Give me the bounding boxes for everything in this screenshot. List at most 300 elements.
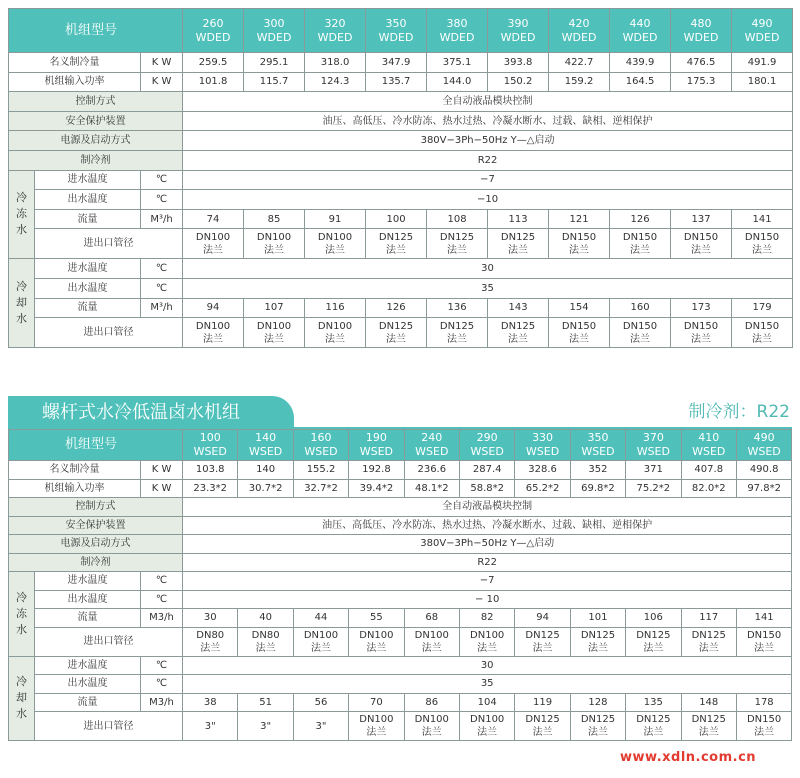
cooling-water-side-char: 却 — [16, 691, 27, 705]
model-header-cell — [366, 9, 427, 53]
model-code: 370 — [642, 431, 664, 444]
cooling-water-pipe-value — [671, 318, 732, 348]
pipe-line: 法兰 — [508, 244, 529, 256]
chilled-water-side-char: 冻 — [16, 606, 27, 620]
chilled-water-in-temp-value: −7 — [183, 170, 793, 190]
chilled-water-flow-label: 流量 — [35, 209, 141, 229]
chilled-water-flow-value: 82 — [459, 609, 514, 628]
capacity-unit: K W — [141, 461, 183, 480]
pipe-line: DN100 — [414, 714, 449, 725]
model-header-cell — [570, 430, 625, 461]
model-code: 480 — [690, 16, 712, 30]
chilled-water-pipe-value — [732, 229, 793, 259]
model-header-cell — [671, 9, 732, 53]
chilled-water-pipe-value — [681, 627, 736, 656]
chilled-water-flow-value: 117 — [681, 609, 736, 628]
cooling-water-pipe-value — [183, 318, 244, 348]
chilled-water-flow-value: 126 — [610, 209, 671, 229]
pipe-line: 法兰 — [569, 333, 590, 345]
capacity-value: 393.8 — [488, 53, 549, 73]
model-code: 320 — [324, 16, 346, 30]
pipe-line: DN125 — [439, 320, 475, 332]
capacity-value: 259.5 — [183, 53, 244, 73]
model-code: WSED — [415, 445, 449, 458]
model-code: 140 — [255, 431, 277, 444]
capacity-value: 287.4 — [459, 461, 514, 480]
safety-label: 安全保护装置 — [9, 516, 183, 535]
cooling-water-out-temp-unit: ℃ — [141, 675, 183, 694]
cooling-water-pipe-value — [459, 712, 514, 741]
pipe-line: 法兰 — [325, 333, 346, 345]
model-header-cell — [183, 9, 244, 53]
model-code: WDED — [622, 30, 658, 44]
cooling-water-flow-value: 38 — [183, 693, 238, 712]
model-code: WDED — [378, 30, 414, 44]
model-code: WDED — [195, 30, 231, 44]
chilled-water-flow-value: 44 — [293, 609, 348, 628]
control-label: 控制方式 — [9, 498, 183, 517]
power-value: 30.7*2 — [238, 479, 293, 498]
capacity-value: 295.1 — [244, 53, 305, 73]
pipe-line: 法兰 — [255, 642, 276, 654]
chilled-water-pipe-value — [671, 229, 732, 259]
cooling-water-pipe-value — [183, 712, 238, 741]
power-value: 135.7 — [366, 72, 427, 92]
cooling-water-flow-unit: M³/h — [141, 298, 183, 318]
power-value: 23.3*2 — [183, 479, 238, 498]
model-code: 410 — [698, 431, 720, 444]
cooling-water-side-char: 冷 — [16, 280, 27, 294]
model-header-cell — [515, 430, 570, 461]
model-code: 300 — [263, 16, 285, 30]
chilled-water-flow-value: 106 — [626, 609, 681, 628]
pipe-line: 法兰 — [264, 244, 285, 256]
cooling-water-pipe-value — [427, 318, 488, 348]
chilled-water-in-temp-label: 进水温度 — [35, 572, 141, 591]
cooling-water-out-temp-value: 35 — [183, 675, 792, 694]
pipe-line: DN100 — [256, 320, 292, 332]
pipe-line: DN125 — [636, 714, 671, 725]
cooling-water-in-temp-label: 进水温度 — [35, 259, 141, 279]
control-value: 全自动液晶模块控制 — [183, 92, 793, 112]
model-header-cell — [626, 430, 681, 461]
capacity-value: 236.6 — [404, 461, 459, 480]
cooling-water-side-char: 水 — [16, 312, 27, 326]
chilled-water-pipe-value — [515, 627, 570, 656]
pipe-line: 法兰 — [754, 642, 775, 654]
cooling-water-flow-value: 178 — [736, 693, 791, 712]
chilled-water-side-label — [9, 170, 35, 259]
chilled-water-pipe-value — [349, 627, 404, 656]
pipe-line: 法兰 — [508, 333, 529, 345]
pipe-line: DN100 — [256, 231, 292, 243]
chilled-water-pipe-label: 进出口管径 — [35, 229, 183, 259]
cooling-water-pipe-value — [681, 712, 736, 741]
chilled-water-flow-value: 108 — [427, 209, 488, 229]
cooling-water-flow-value: 154 — [549, 298, 610, 318]
power-supply-label: 电源及启动方式 — [9, 535, 183, 554]
chilled-water-out-temp-unit: ℃ — [141, 590, 183, 609]
model-code: 260 — [202, 16, 224, 30]
model-code: WSED — [359, 445, 394, 458]
power-value: 101.8 — [183, 72, 244, 92]
chilled-water-flow-value: 91 — [305, 209, 366, 229]
pipe-line: DN125 — [691, 714, 726, 725]
chilled-water-pipe-value — [183, 627, 238, 656]
chilled-water-pipe-value — [549, 229, 610, 259]
capacity-value: 347.9 — [366, 53, 427, 73]
pipe-line: 法兰 — [698, 727, 719, 738]
chilled-water-out-temp-unit: ℃ — [141, 190, 183, 210]
chilled-water-pipe-value — [736, 627, 791, 656]
pipe-line: 法兰 — [643, 642, 664, 654]
control-label: 控制方式 — [9, 92, 183, 112]
cooling-water-flow-value: 119 — [515, 693, 570, 712]
model-header-cell — [293, 430, 348, 461]
safety-value: 油压、高低压、冷水防冻、热水过热、冷凝水断水、过载、缺相、逆相保护 — [183, 516, 792, 535]
model-code: 390 — [507, 16, 529, 30]
pipe-line: 法兰 — [203, 244, 224, 256]
pipe-line: DN150 — [683, 231, 719, 243]
pipe-line: 法兰 — [587, 642, 608, 654]
section-title-banner — [8, 396, 294, 430]
chilled-water-flow-value: 30 — [183, 609, 238, 628]
pipe-line: DN100 — [303, 629, 339, 641]
cooling-water-flow-value: 94 — [183, 298, 244, 318]
chilled-water-flow-value: 40 — [238, 609, 293, 628]
cooling-water-out-temp-value: 35 — [183, 278, 793, 298]
chilled-water-out-temp-label: 出水温度 — [35, 190, 141, 210]
power-value: 150.2 — [488, 72, 549, 92]
chilled-water-flow-value: 141 — [732, 209, 793, 229]
cooling-water-pipe-value — [626, 712, 681, 741]
model-code: WSED — [692, 445, 726, 458]
chilled-water-out-temp-value: −10 — [183, 190, 793, 210]
cooling-water-side-label — [9, 656, 35, 741]
control-value: 全自动液晶模块控制 — [183, 498, 792, 517]
cooling-water-pipe-value — [570, 712, 625, 741]
chilled-water-flow-label: 流量 — [35, 609, 141, 628]
model-code: WSED — [193, 445, 227, 458]
pipe-line: 法兰 — [643, 727, 664, 738]
spec-table-wsed — [8, 429, 792, 741]
refrigerant-label: 制冷剂 — [9, 150, 183, 170]
chilled-water-pipe-value — [626, 627, 681, 656]
capacity-value: 422.7 — [549, 53, 610, 73]
model-header-cell — [238, 430, 293, 461]
pipe-line: 法兰 — [311, 642, 331, 654]
model-code: 350 — [385, 16, 407, 30]
cooling-water-in-temp-label: 进水温度 — [35, 656, 141, 675]
cooling-water-flow-value: 86 — [404, 693, 459, 712]
capacity-value: 318.0 — [305, 53, 366, 73]
capacity-value: 439.9 — [610, 53, 671, 73]
power-value: 97.8*2 — [736, 479, 791, 498]
model-header-label: 机组型号 — [9, 9, 183, 53]
pipe-line: DN125 — [636, 629, 671, 641]
pipe-line: 法兰 — [325, 244, 346, 256]
power-supply-value: 380V−3Ph−50Hz Y—△启动 — [183, 535, 792, 554]
model-code: WDED — [256, 30, 292, 44]
cooling-water-pipe-value — [366, 318, 427, 348]
chilled-water-flow-value: 101 — [570, 609, 625, 628]
chilled-water-flow-value: 94 — [515, 609, 570, 628]
pipe-line: 法兰 — [366, 642, 387, 654]
chilled-water-pipe-value — [238, 627, 293, 656]
chilled-water-pipe-value — [459, 627, 514, 656]
cooling-water-pipe-value — [549, 318, 610, 348]
model-code: WDED — [744, 30, 780, 44]
capacity-value: 476.5 — [671, 53, 732, 73]
power-unit: K W — [141, 72, 183, 92]
spec-table-wded — [8, 8, 793, 348]
model-code: 490 — [753, 431, 775, 444]
capacity-value: 407.8 — [681, 461, 736, 480]
pipe-line: 3" — [204, 720, 216, 732]
cooling-water-flow-value: 107 — [244, 298, 305, 318]
model-code: 330 — [532, 431, 554, 444]
pipe-line: DN125 — [580, 629, 616, 641]
chilled-water-out-temp-value: − 10 — [183, 590, 792, 609]
model-header-cell — [427, 9, 488, 53]
cooling-water-pipe-value — [293, 712, 348, 741]
model-code: 420 — [568, 16, 590, 30]
power-value: 69.8*2 — [570, 479, 625, 498]
model-code: WDED — [317, 30, 353, 44]
model-code: WDED — [500, 30, 536, 44]
chilled-water-in-temp-label: 进水温度 — [35, 170, 141, 190]
pipe-line: 法兰 — [698, 642, 719, 654]
model-header-cell — [488, 9, 549, 53]
pipe-line: DN150 — [561, 320, 597, 332]
power-value: 32.7*2 — [293, 479, 348, 498]
chilled-water-flow-value: 137 — [671, 209, 732, 229]
capacity-label: 名义制冷量 — [9, 53, 141, 73]
pipe-line: DN125 — [439, 231, 475, 243]
safety-value: 油压、高低压、冷水防冻、热水过热、冷凝水断水、过载、缺相、逆相保护 — [183, 111, 793, 131]
model-header-cell — [183, 430, 238, 461]
pipe-line: DN100 — [195, 231, 231, 243]
cooling-water-side-char: 却 — [16, 296, 27, 310]
model-header-cell — [305, 9, 366, 53]
cooling-water-flow-value: 148 — [681, 693, 736, 712]
cooling-water-pipe-value — [732, 318, 793, 348]
chilled-water-flow-value: 68 — [404, 609, 459, 628]
chilled-water-in-temp-unit: ℃ — [141, 572, 183, 591]
pipe-line: DN150 — [683, 320, 719, 332]
capacity-value: 490.8 — [736, 461, 791, 480]
model-code: WSED — [248, 445, 283, 458]
pipe-line: DN100 — [359, 629, 394, 641]
chilled-water-pipe-value — [427, 229, 488, 259]
capacity-value: 155.2 — [293, 461, 348, 480]
pipe-line: DN80 — [196, 629, 225, 641]
chilled-water-in-temp-value: −7 — [183, 572, 792, 591]
chilled-water-side-label — [9, 572, 35, 657]
cooling-water-flow-value: 135 — [626, 693, 681, 712]
cooling-water-flow-label: 流量 — [35, 693, 141, 712]
cooling-water-side-label — [9, 259, 35, 348]
refrigerant-value: R22 — [183, 553, 792, 572]
pipe-line: DN125 — [378, 231, 414, 243]
model-header-cell — [732, 9, 793, 53]
cooling-water-pipe-value — [404, 712, 459, 741]
chilled-water-flow-value: 100 — [366, 209, 427, 229]
refrigerant-value: R22 — [183, 150, 793, 170]
cooling-water-flow-value: 126 — [366, 298, 427, 318]
capacity-unit: K W — [141, 53, 183, 73]
pipe-line: 法兰 — [421, 642, 442, 654]
power-value: 124.3 — [305, 72, 366, 92]
cooling-water-pipe-value — [244, 318, 305, 348]
pipe-line: DN100 — [195, 320, 231, 332]
chilled-water-pipe-value — [366, 229, 427, 259]
chilled-water-pipe-value — [183, 229, 244, 259]
cooling-water-flow-value: 136 — [427, 298, 488, 318]
model-code: WDED — [439, 30, 475, 44]
pipe-line: 法兰 — [447, 333, 468, 345]
pipe-line: DN125 — [580, 714, 616, 725]
cooling-water-pipe-label: 进出口管径 — [35, 712, 183, 741]
model-code: WSED — [525, 445, 560, 458]
cooling-water-in-temp-value: 30 — [183, 259, 793, 279]
power-value: 180.1 — [732, 72, 793, 92]
chilled-water-flow-value: 141 — [736, 609, 791, 628]
power-supply-label: 电源及启动方式 — [9, 131, 183, 151]
cooling-water-pipe-value — [238, 712, 293, 741]
chilled-water-flow-value: 55 — [349, 609, 404, 628]
cooling-water-pipe-value — [349, 712, 404, 741]
chilled-water-flow-unit: M3/h — [141, 609, 183, 628]
power-value: 164.5 — [610, 72, 671, 92]
chilled-water-side-char: 水 — [16, 622, 27, 636]
pipe-line: 法兰 — [754, 727, 775, 738]
model-header-cell — [244, 9, 305, 53]
cooling-water-flow-value: 116 — [305, 298, 366, 318]
model-header-cell — [459, 430, 514, 461]
cooling-water-out-temp-unit: ℃ — [141, 278, 183, 298]
model-header-cell — [736, 430, 791, 461]
pipe-line: 法兰 — [421, 727, 442, 738]
cooling-water-flow-value: 179 — [732, 298, 793, 318]
model-code: 350 — [587, 431, 609, 444]
pipe-line: DN150 — [622, 231, 658, 243]
pipe-line: DN100 — [317, 320, 353, 332]
model-code: WSED — [636, 445, 670, 458]
pipe-line: DN100 — [359, 714, 394, 725]
capacity-value: 371 — [626, 461, 681, 480]
chilled-water-pipe-value — [305, 229, 366, 259]
model-code: 100 — [199, 431, 221, 444]
pipe-line: 法兰 — [386, 244, 407, 256]
pipe-line: 3" — [315, 720, 327, 732]
chilled-water-flow-value: 121 — [549, 209, 610, 229]
model-code: WDED — [561, 30, 597, 44]
chilled-water-pipe-value — [488, 229, 549, 259]
model-code: WSED — [304, 445, 338, 458]
power-label: 机组输入功率 — [9, 72, 141, 92]
cooling-water-flow-unit: M3/h — [141, 693, 183, 712]
chilled-water-flow-value: 85 — [244, 209, 305, 229]
chilled-water-pipe-value — [244, 229, 305, 259]
capacity-value: 375.1 — [427, 53, 488, 73]
model-code: WSED — [470, 445, 504, 458]
model-code: 490 — [751, 16, 773, 30]
cooling-water-flow-value: 51 — [238, 693, 293, 712]
cooling-water-flow-value: 104 — [459, 693, 514, 712]
pipe-line: DN150 — [744, 320, 780, 332]
capacity-value: 491.9 — [732, 53, 793, 73]
chilled-water-in-temp-unit: ℃ — [141, 170, 183, 190]
chilled-water-side-char: 冻 — [16, 207, 27, 221]
refrigerant-note: 制冷剂：R22 — [688, 402, 790, 422]
pipe-line: 法兰 — [569, 244, 590, 256]
pipe-line: 法兰 — [532, 642, 553, 654]
pipe-line: 法兰 — [200, 642, 221, 654]
pipe-line: 法兰 — [264, 333, 285, 345]
chilled-water-side-char: 冷 — [16, 191, 27, 205]
power-value: 115.7 — [244, 72, 305, 92]
pipe-line: DN150 — [561, 231, 597, 243]
pipe-line: DN100 — [470, 714, 505, 725]
cooling-water-pipe-value — [610, 318, 671, 348]
model-header-cell — [610, 9, 671, 53]
model-header-cell — [681, 430, 736, 461]
pipe-line: DN125 — [500, 231, 536, 243]
cooling-water-side-char: 水 — [16, 707, 27, 721]
pipe-line: 法兰 — [477, 727, 498, 738]
safety-label: 安全保护装置 — [9, 111, 183, 131]
power-value: 75.2*2 — [626, 479, 681, 498]
watermark: www.xdln.com.cn — [620, 750, 757, 765]
capacity-value: 140 — [238, 461, 293, 480]
cooling-water-flow-value: 143 — [488, 298, 549, 318]
pipe-line: DN100 — [414, 629, 449, 641]
pipe-line: 法兰 — [752, 333, 773, 345]
capacity-value: 352 — [570, 461, 625, 480]
cooling-water-flow-value: 173 — [671, 298, 732, 318]
pipe-line: 法兰 — [691, 244, 712, 256]
power-value: 144.0 — [427, 72, 488, 92]
pipe-line: 法兰 — [532, 727, 553, 738]
section-title: 螺杆式水冷低温卤水机组 — [42, 402, 240, 423]
pipe-line: DN150 — [746, 629, 782, 641]
chilled-water-pipe-value — [570, 627, 625, 656]
pipe-line: DN125 — [691, 629, 726, 641]
cooling-water-flow-value: 70 — [349, 693, 404, 712]
cooling-water-pipe-value — [488, 318, 549, 348]
power-value: 82.0*2 — [681, 479, 736, 498]
power-value: 58.8*2 — [459, 479, 514, 498]
cooling-water-flow-label: 流量 — [35, 298, 141, 318]
power-value: 159.2 — [549, 72, 610, 92]
capacity-value: 103.8 — [183, 461, 238, 480]
chilled-water-flow-value: 74 — [183, 209, 244, 229]
model-code: WDED — [683, 30, 719, 44]
cooling-water-out-temp-label: 出水温度 — [35, 675, 141, 694]
chilled-water-pipe-value — [293, 627, 348, 656]
chilled-water-side-char: 冷 — [16, 590, 27, 604]
pipe-line: DN100 — [317, 231, 353, 243]
cooling-water-in-temp-value: 30 — [183, 656, 792, 675]
cooling-water-flow-value: 56 — [293, 693, 348, 712]
pipe-line: DN150 — [622, 320, 658, 332]
chilled-water-out-temp-label: 出水温度 — [35, 590, 141, 609]
pipe-line: 法兰 — [752, 244, 773, 256]
model-header-cell — [549, 9, 610, 53]
chilled-water-pipe-label: 进出口管径 — [35, 627, 183, 656]
pipe-line: DN80 — [251, 629, 280, 641]
